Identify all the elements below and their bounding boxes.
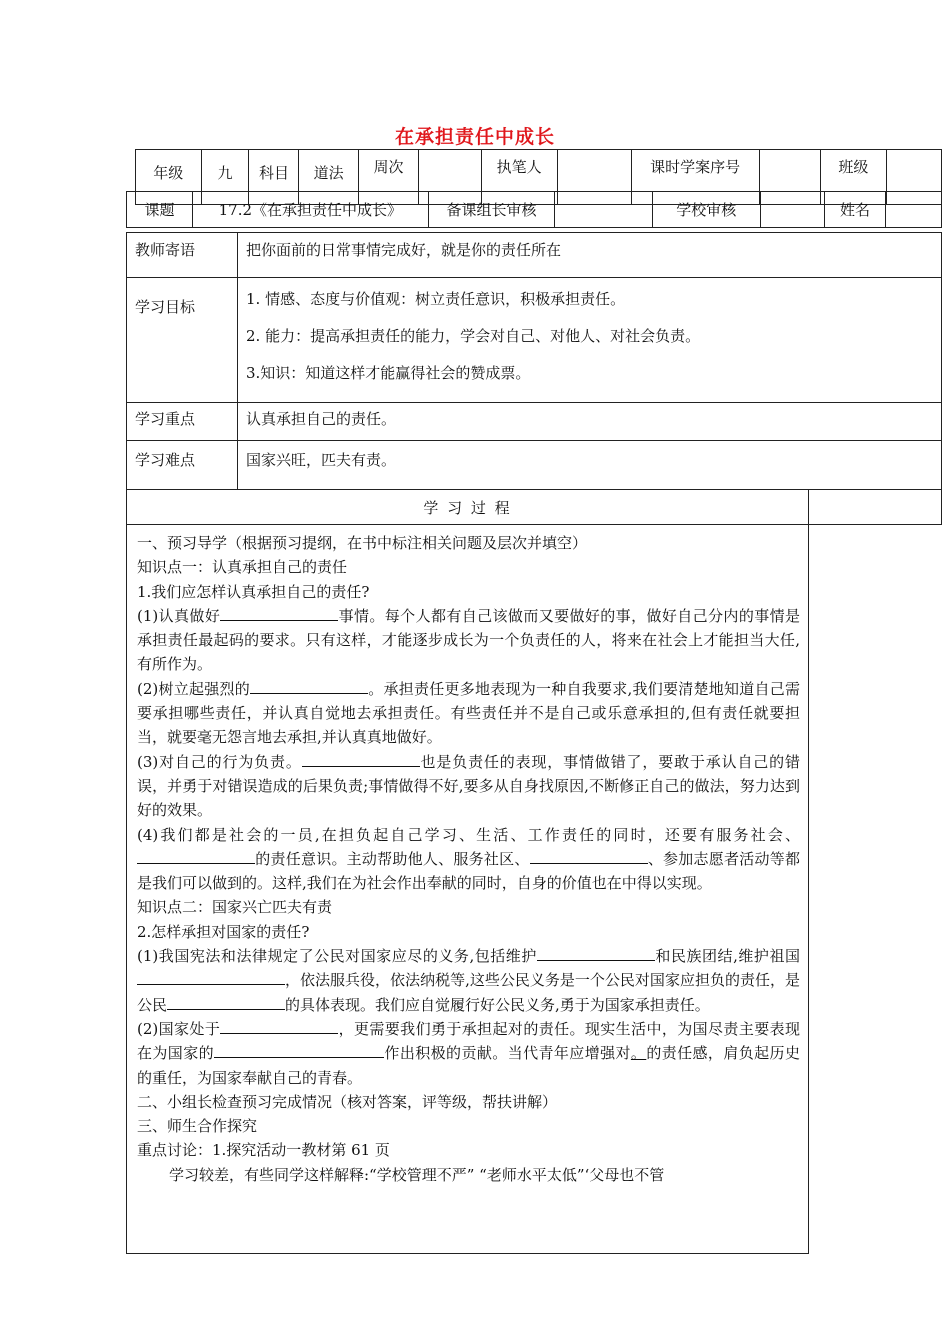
fill-blank[interactable] [302, 752, 420, 767]
subject-label: 科目 [249, 150, 299, 205]
name-label: 姓名 [824, 192, 886, 228]
school-review-label: 学校审核 [652, 192, 760, 228]
group-review-value [555, 192, 652, 228]
fill-blank[interactable] [530, 849, 648, 864]
fill-blank[interactable] [137, 849, 255, 864]
goal-item: 3.知识：知道这样才能赢得社会的赞成票。 [246, 364, 531, 382]
grade-label: 年级 [136, 150, 202, 205]
topic-label: 课题 [127, 192, 193, 228]
grade-value: 九 [201, 150, 249, 205]
fill-blank[interactable] [250, 679, 368, 694]
section-1-heading: 一、预习导学（根据预习提纲，在书中标注相关问题及层次并填空） [137, 534, 588, 552]
paragraph-6: (2)国家处于 ，更需要我们勇于承担起对的责任。现实生活中，为国尽责主要表现在为国家的 作出积极的贡献。当代青年应增强对。的责任感，肩负起历史的重任，为国家奉献自己的青春。 [137, 1019, 800, 1087]
difficulty-text: 国家兴旺，匹夫有责。 [238, 441, 942, 490]
knowledge-point-1: 知识点一：认真承担自己的责任 [137, 558, 348, 577]
name-value [886, 192, 942, 228]
teacher-words-label: 教师寄语 [127, 233, 238, 278]
paragraph-2: (2)树立起强烈的 。承担责任更多地表现为一种自我要求,我们要清楚地知道自己需要承担哪些责任，并认真自觉地去承担责任。有些责任并不是自己或乐意承担的,但有责任就要担当，就要毫无怨言地去承担,并认真真地做好。 [137, 679, 800, 747]
page-title: 在承担责任中成长 [394, 126, 555, 148]
main-table [126, 232, 942, 1254]
header-table-row2 [126, 191, 942, 228]
week-label: 周次 [358, 150, 418, 205]
teacher-words-text: 把你面前的日常事情完成好，就是你的责任所在 [238, 233, 942, 278]
fill-blank[interactable] [537, 946, 655, 961]
paragraph-3: (3)对自己的行为负责。 也是负责任的表现，事情做错了，要敢于承认自己的错误，并勇于对错误造成的后果负责;事情做得不好,要多从自身找原因,不断修正自己的做法，努力达到好的效果。 [137, 752, 800, 820]
paragraph-5: (1)我国宪法和法律规定了公民对国家应尽的义务,包括维护 和民族团结,维护祖国，依法服兵役，依法纳税等,这些公民义务是一个公民对国家应担负的责任，是公民 的具体表现。我们应自觉履行好公民义务,勇于为国家承担责任。 [137, 947, 800, 1014]
fill-blank[interactable] [137, 970, 285, 985]
knowledge-point-2: 知识点二：国家兴亡匹夫有责 [137, 898, 333, 917]
subject-value: 道法 [299, 150, 358, 205]
paragraph-1: (1)认真做好 事情。每个人都有自己该做而又要做好的事，做好自己分内的事情是承担责任最起码的要求。只有这样，才能逐步成长为一个负责任的人，将来在社会上才能担当大任,有所作为。 [137, 606, 800, 674]
question-2: 2.怎样承担对国家的责任? [137, 922, 310, 941]
fill-blank[interactable] [214, 1043, 384, 1058]
process-title: 学 习 过 程 [127, 490, 809, 525]
school-review-value [760, 192, 824, 228]
group-review-label: 备课组长审核 [428, 192, 555, 228]
question-1: 1.我们应怎样认真承担自己的责任? [137, 582, 370, 601]
process-body [127, 525, 809, 1254]
process-side-cell [809, 490, 942, 525]
topic-value: 17.2《在承担责任中成长》 [192, 192, 428, 228]
lesson-number-label: 课时学案序号 [631, 150, 759, 205]
section-2-heading: 二、小组长检查预习完成情况（核对答案，评等级，帮扶讲解） [137, 1092, 558, 1111]
discussion-text: 学习较差，有些同学这样解释:“学校管理不严” “老师水平太低”‘父母也不管 [169, 1165, 665, 1184]
fill-blank[interactable] [220, 1019, 338, 1034]
key-point-label: 学习重点 [127, 403, 238, 441]
fill-blank[interactable] [167, 995, 285, 1010]
discussion-1: 重点讨论：1.探究活动一教材第 61 页 [137, 1141, 390, 1160]
goals-label: 学习目标 [127, 278, 238, 403]
fill-blank[interactable] [220, 606, 338, 621]
paragraph-4: (4)我们都是社会的一员,在担负起自己学习、生活、工作责任的同时，还要有服务社会、的责任意识。主动帮助他人、服务社区、 、参加志愿者活动等都是我们可以做到的。这样,我们在为社会作出奉献的同时，自身的价值也在中得以实现。 [137, 825, 800, 893]
goal-item: 1. 情感、态度与价值观：树立责任意识，积极承担责任。 [246, 290, 626, 308]
goal-item: 2. 能力：提高承担责任的能力，学会对自己、对他人、对社会负责。 [246, 327, 701, 345]
writer-label: 执笔人 [481, 150, 557, 205]
section-3-heading: 三、师生合作探究 [137, 1117, 258, 1136]
key-point-text: 认真承担自己的责任。 [238, 403, 942, 441]
goals-list [238, 278, 942, 403]
class-label: 班级 [821, 150, 887, 205]
difficulty-label: 学习难点 [127, 441, 238, 490]
